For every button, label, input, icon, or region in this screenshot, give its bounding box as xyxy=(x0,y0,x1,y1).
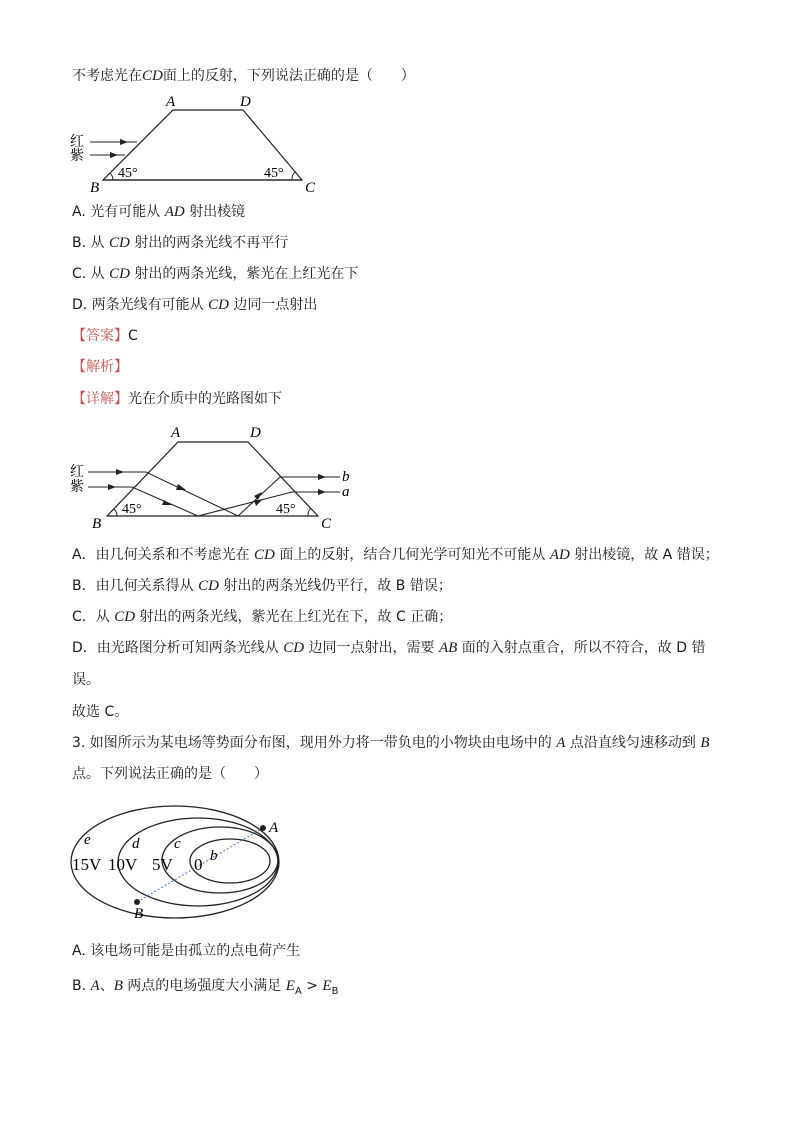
point-A xyxy=(260,825,266,831)
equipotential-figure xyxy=(70,800,300,925)
explain-b: B．由几何关系得从 CD 射出的两条光线仍平行，故 B 错误； xyxy=(72,578,452,594)
arrow-red-up xyxy=(254,492,262,500)
label2-B: B xyxy=(92,516,102,532)
label2-b: b xyxy=(342,469,350,485)
label2-a: a xyxy=(342,484,350,500)
q3-option-a: A. 该电场可能是由孤立的点电荷产生 xyxy=(72,943,301,959)
label-b: b xyxy=(210,848,218,864)
q2-option-b: B. 从 CD 射出的两条光线不再平行 xyxy=(72,235,289,251)
label-C: C xyxy=(305,180,316,196)
explain-d-cont: 误。 xyxy=(72,672,100,688)
point-B xyxy=(134,899,140,905)
arrow-violet-up xyxy=(254,500,262,506)
angle2-right-label: 45° xyxy=(276,502,296,517)
angle-mark-left xyxy=(110,173,113,180)
explain-d: D．由光路图分析可知两条光线从 CD 边同一点射出，需要 AB 面的入射点重合，所以不符合，故 D 错 xyxy=(72,640,706,656)
label-B: B xyxy=(90,180,100,196)
q3-stem-line2: 点。下列说法正确的是（ ） xyxy=(72,766,268,782)
analysis-label: 【解析】 xyxy=(72,359,128,375)
angle2-mark-right xyxy=(308,508,311,516)
arrow-red-in xyxy=(116,469,124,475)
angle-right-label: 45° xyxy=(264,166,284,181)
prism-figure xyxy=(70,92,330,200)
angle2-left-label: 45° xyxy=(122,502,142,517)
explain-c: C．从 CD 射出的两条光线，紫光在上红光在下，故 C 正确； xyxy=(72,609,453,625)
arrow-a-out xyxy=(318,489,326,495)
label-D: D xyxy=(240,94,251,110)
angle-left-label: 45° xyxy=(118,166,138,181)
q2-option-d: D. 两条光线有可能从 CD 边同一点射出 xyxy=(72,297,318,313)
red-ray-arrow xyxy=(120,139,128,145)
arrow-red-mid xyxy=(176,484,186,490)
label-pointB: B xyxy=(134,906,144,922)
light-path-figure xyxy=(70,420,370,532)
label-e: e xyxy=(84,832,91,848)
q2-option-a: A. 光有可能从 AD 射出棱镜 xyxy=(72,204,246,220)
answer-label: 【答案】 xyxy=(72,328,128,344)
arrow-b-out xyxy=(318,474,326,480)
label2-red: 红 xyxy=(70,464,84,480)
label2-C: C xyxy=(321,516,332,532)
answer-line xyxy=(72,326,138,346)
q2-stem: 不考虑光在CD面上的反射，下列说法正确的是（ ） xyxy=(72,68,415,84)
label2-A: A xyxy=(171,425,181,441)
analysis-line xyxy=(72,357,128,377)
label-0: 0 xyxy=(194,855,203,874)
violet-ray-arrow xyxy=(110,152,118,158)
angle-mark-right xyxy=(292,172,295,180)
q3-option-b: B. A、B 两点的电场强度大小满足 $E_A > E_B$ xyxy=(72,978,339,997)
label-violet: 紫 xyxy=(70,148,84,164)
detail-label: 【详解】 xyxy=(72,391,128,407)
label-red: 红 xyxy=(70,134,84,150)
label-5V: 5V xyxy=(152,855,173,874)
label-10V: 10V xyxy=(108,855,138,874)
answer-value: C xyxy=(128,328,138,344)
detail-line: 【详解】光在介质中的光路图如下 xyxy=(72,391,282,407)
label-15V: 15V xyxy=(72,855,102,874)
conclusion: 故选 C。 xyxy=(72,704,129,720)
q2-option-c: C. 从 CD 射出的两条光线，紫光在上红光在下 xyxy=(72,266,359,282)
q3-stem-line1: 3. 如图所示为某电场等势面分布图，现用外力将一带负电的小物块由电场中的 A 点沿直线匀速移动到 B xyxy=(72,735,710,751)
label-d: d xyxy=(132,836,140,852)
angle2-mark-left xyxy=(114,509,117,516)
label2-violet: 紫 xyxy=(70,479,84,495)
label-c: c xyxy=(174,836,181,852)
surface-e xyxy=(71,806,279,918)
label2-D: D xyxy=(250,425,261,441)
arrow-violet-in xyxy=(108,484,116,490)
explain-a: A．由几何关系和不考虑光在 CD 面上的反射，结合几何光学可知光不可能从 AD 射出棱镜，故 A 错误； xyxy=(72,547,719,563)
label-A: A xyxy=(166,94,176,110)
label-pointA: A xyxy=(269,820,279,836)
